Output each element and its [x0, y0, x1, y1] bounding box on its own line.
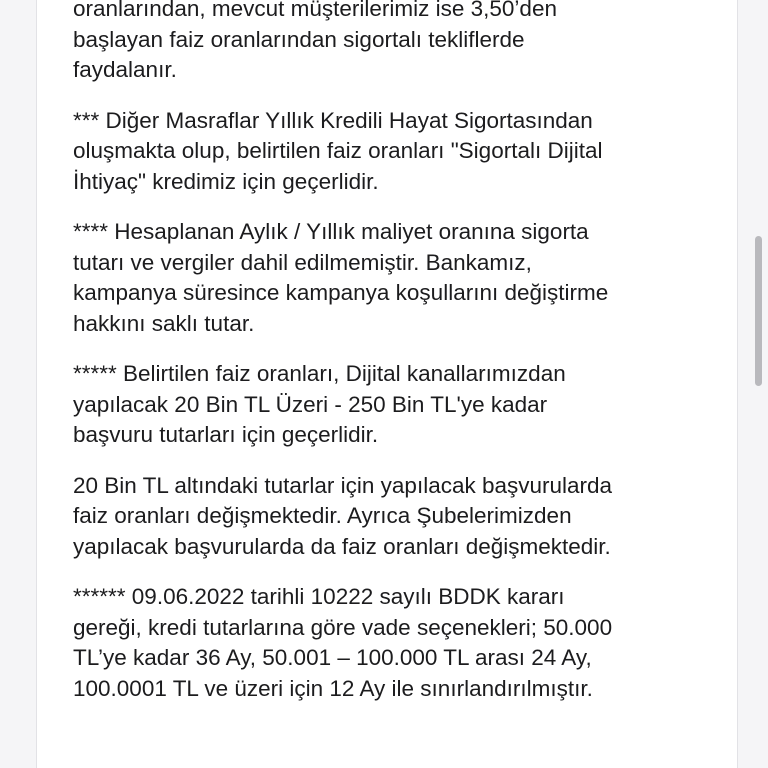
text-line: yapılacak başvurularda da faiz oranları değişmektedir. [73, 533, 611, 559]
text-line: İhtiyaç" kredimiz için geçerlidir. [73, 168, 379, 194]
text-line: tutarı ve vergiler dahil edilmemiştir. Bankamız, [73, 249, 532, 275]
text-line: oranlarından, mevcut müşterilerimiz ise 3,50’den [73, 0, 557, 21]
text-line: 20 Bin TL altındaki tutarlar için yapılacak başvurularda [73, 472, 613, 498]
disclaimer-card [36, 0, 738, 768]
paragraph-below-20k [73, 471, 713, 563]
disclaimer-text [73, 0, 713, 724]
paragraph-rates-existing-customers [73, 0, 713, 86]
text-line: oluşmakta olup, belirtilen faiz oranları "Sigortalı Dijital [73, 138, 603, 163]
text-line: TL’ye kadar 36 Ay, 50.001 – 100.000 TL arası 24 Ay, [73, 645, 592, 670]
text-line: ****** 09.06.2022 tarihli 10222 sayılı BDDK kararı [73, 584, 565, 609]
text-line: kampanya süresince kampanya koşullarını değiştirme [73, 280, 609, 305]
paragraph-digital-channels [73, 359, 713, 451]
text-line: **** Hesaplanan Aylık / Yıllık maliyet oranına sigorta [73, 219, 589, 244]
text-line: gereği, kredi tutarlarına göre vade seçenekleri; 50.000 [73, 614, 613, 640]
paragraph-other-fees [73, 106, 713, 198]
text-line: hakkını saklı tutar. [73, 310, 255, 336]
paragraph-bddk-terms [73, 582, 713, 704]
text-line: başlayan faiz oranlarından sigortalı tekliflerde [73, 26, 525, 52]
text-line: ***** Belirtilen faiz oranları, Dijital kanallarımızdan [73, 361, 566, 386]
text-line: 100.0001 TL ve üzeri için 12 Ay ile sınırlandırılmıştır. [73, 675, 593, 701]
text-line: başvuru tutarları için geçerlidir. [73, 422, 379, 447]
text-line: *** Diğer Masraflar Yıllık Kredili Hayat Sigortasından [73, 107, 593, 133]
text-line: yapılacak 20 Bin TL Üzeri - 250 Bin TL'ye kadar [73, 391, 548, 417]
text-line: faydalanır. [73, 57, 177, 82]
text-line: faiz oranları değişmektedir. Ayrıca Şubelerimizden [73, 503, 572, 528]
paragraph-cost-rate [73, 217, 713, 339]
scrollbar-thumb[interactable] [755, 236, 762, 386]
